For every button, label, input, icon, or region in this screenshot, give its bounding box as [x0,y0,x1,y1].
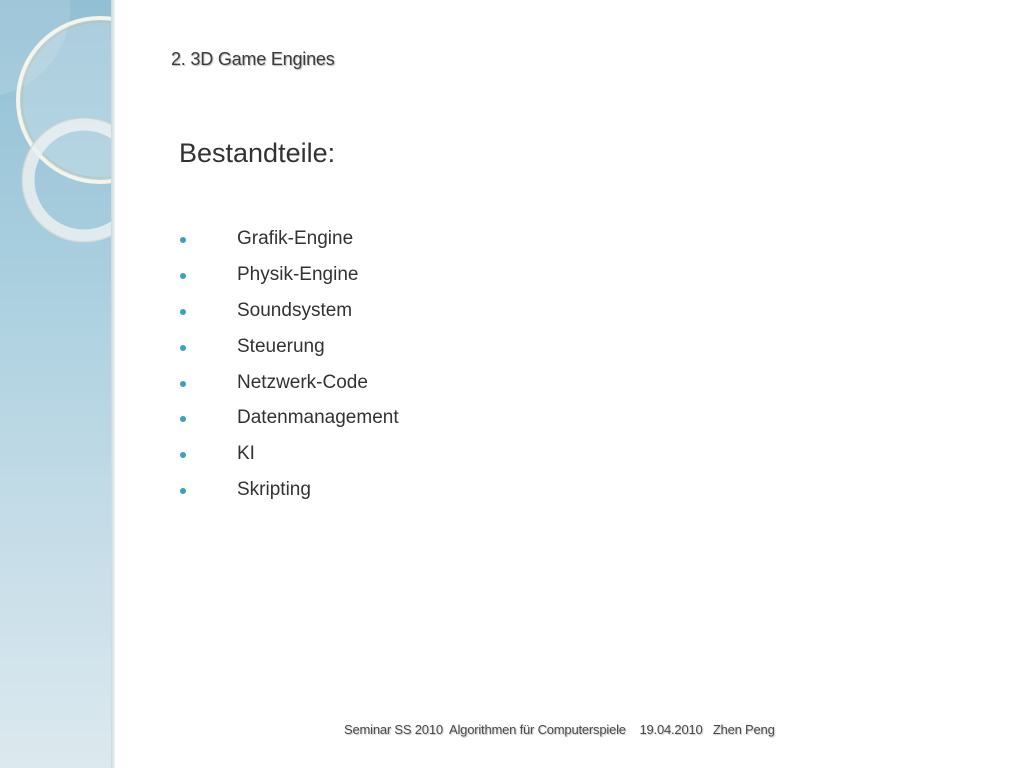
list-item-text: Grafik-Engine [237,228,354,249]
list-item-text: Physik-Engine [237,263,359,285]
bullet-icon [180,237,186,243]
decorative-sidebar [0,0,113,768]
decorative-rings [0,0,113,768]
bullet-icon [180,381,186,387]
list-item-text: Steuerung [237,335,325,357]
list-item-text: Netzwerk-Code [237,371,368,393]
section-title: 2. 3D Game Engines [171,49,335,69]
bullet-icon [180,309,186,315]
list-item-text: Skripting [237,479,311,501]
list-item-text: Soundsystem [237,299,353,321]
bullet-icon [180,452,186,458]
slide-heading: Bestandteile: [179,138,336,168]
bullet-icon [180,416,186,422]
bullet-icon [180,345,186,351]
list-item-text: Datenmanagement [237,407,399,429]
slide-footer [344,722,775,737]
footer-course: Algorithmen für Computerspiele [449,722,626,737]
footer-seminar: Seminar SS 2010 [344,722,443,737]
bullet-icon [180,488,186,494]
footer-author: Zhen Peng [712,722,775,737]
list-item-text: KI [237,443,255,465]
footer-date: 19.04.2010 [639,722,703,737]
sidebar-divider [111,0,115,768]
bullet-icon [180,273,186,279]
